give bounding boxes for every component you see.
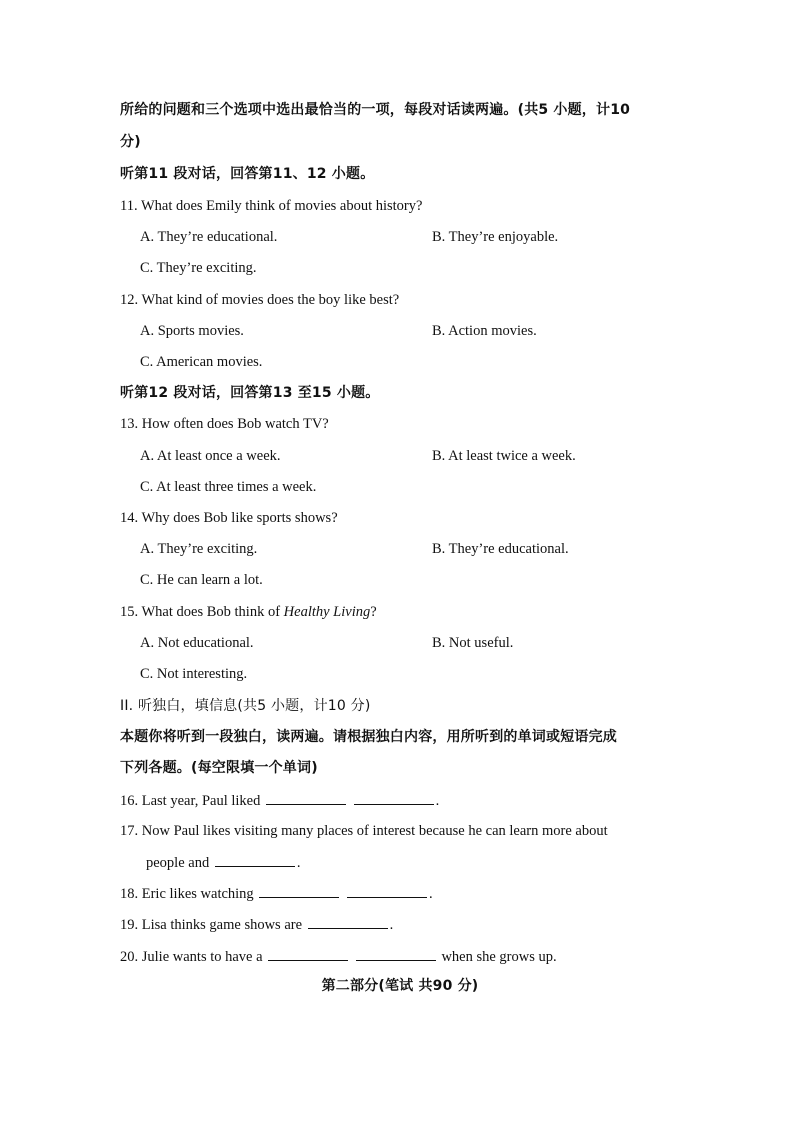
question-14-option-c: C. He can learn a lot. bbox=[140, 572, 263, 588]
question-11-option-a: A. They’re educational. bbox=[140, 229, 278, 245]
question-12-option-c: C. American movies. bbox=[140, 354, 263, 370]
question-13-stem: 13. How often does Bob watch TV? bbox=[120, 416, 329, 432]
question-12-option-a: A. Sports movies. bbox=[140, 323, 244, 339]
part-2-heading: 第二部分(笔试 共90 分) bbox=[321, 978, 479, 994]
question-19-end: . bbox=[389, 917, 394, 933]
answer-blank-19[interactable] bbox=[308, 914, 388, 929]
answer-blank-18b[interactable] bbox=[347, 883, 427, 898]
intro-line-2: 分) bbox=[120, 134, 141, 150]
answer-blank-20a[interactable] bbox=[268, 946, 348, 961]
answer-blank-18a[interactable] bbox=[259, 883, 339, 898]
question-11-option-c: C. They’re exciting. bbox=[140, 260, 257, 276]
question-15-stem-post: ? bbox=[370, 604, 377, 620]
question-14-stem: 14. Why does Bob like sports shows? bbox=[120, 510, 338, 526]
question-16-end: . bbox=[435, 793, 440, 809]
answer-blank-16a[interactable] bbox=[266, 790, 346, 805]
question-17-end: . bbox=[296, 855, 301, 871]
question-13-option-b: B. At least twice a week. bbox=[432, 448, 576, 464]
section-2-instruction-2: 下列各题。(每空限填一个单词) bbox=[120, 760, 318, 776]
section-2-heading: II. 听独白，填信息(共5 小题，计10 分) bbox=[120, 698, 371, 714]
question-11-stem: 11. What does Emily think of movies about history? bbox=[120, 198, 423, 214]
question-13-option-a: A. At least once a week. bbox=[140, 448, 281, 464]
section-2-instruction-1: 本题你将听到一段独白，读两遍。请根据独白内容，用所听到的单词或短语完成 bbox=[120, 729, 617, 745]
question-19-text: 19. Lisa thinks game shows are bbox=[120, 917, 303, 933]
question-20-end: when she grows up. bbox=[441, 949, 557, 965]
answer-blank-20b[interactable] bbox=[356, 946, 436, 961]
question-12-option-b: B. Action movies. bbox=[432, 323, 537, 339]
question-15-stem bbox=[120, 602, 377, 622]
question-14-option-b: B. They’re educational. bbox=[432, 541, 569, 557]
question-13-option-c: C. At least three times a week. bbox=[140, 479, 317, 495]
question-11-option-b: B. They’re enjoyable. bbox=[432, 229, 559, 245]
question-17-text: people and bbox=[146, 855, 210, 871]
question-18 bbox=[120, 883, 433, 904]
question-16-text: 16. Last year, Paul liked bbox=[120, 793, 261, 809]
question-17-line-1: 17. Now Paul likes visiting many places of interest because he can learn more about bbox=[120, 823, 608, 839]
question-15-option-c: C. Not interesting. bbox=[140, 666, 248, 682]
question-20-text: 20. Julie wants to have a bbox=[120, 949, 263, 965]
question-15-option-b: B. Not useful. bbox=[432, 635, 514, 651]
question-16 bbox=[120, 790, 439, 811]
question-15-option-a: A. Not educational. bbox=[140, 635, 254, 651]
question-17-line-2 bbox=[146, 852, 300, 873]
dialog-12-heading: 听第12 段对话，回答第13 至15 小题。 bbox=[120, 385, 380, 401]
question-15-title: Healthy Living bbox=[283, 604, 371, 620]
question-14-option-a: A. They’re exciting. bbox=[140, 541, 258, 557]
question-19 bbox=[120, 914, 393, 935]
intro-line-1: 所给的问题和三个选项中选出最恰当的一项，每段对话读两遍。(共5 小题，计10 bbox=[120, 102, 631, 118]
dialog-11-heading: 听第11 段对话，回答第11、12 小题。 bbox=[120, 166, 375, 182]
question-18-text: 18. Eric likes watching bbox=[120, 886, 254, 902]
question-18-end: . bbox=[428, 886, 433, 902]
question-12-stem: 12. What kind of movies does the boy like best? bbox=[120, 292, 400, 308]
answer-blank-17[interactable] bbox=[215, 852, 295, 867]
answer-blank-16b[interactable] bbox=[354, 790, 434, 805]
question-20 bbox=[120, 946, 557, 967]
question-15-stem-pre: 15. What does Bob think of bbox=[120, 604, 284, 620]
